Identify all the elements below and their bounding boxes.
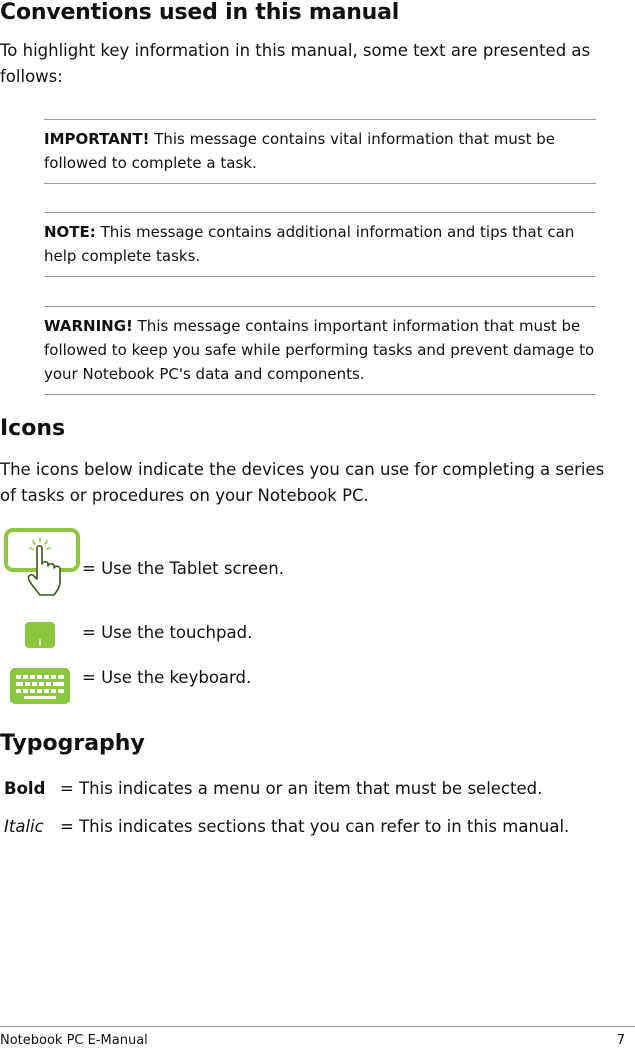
touchpad-icon: [25, 622, 55, 652]
keyboard-icon: [10, 668, 70, 708]
icon-text-touchpad: = Use the touchpad.: [82, 623, 253, 642]
conventions-intro: To highlight key information in this manual, some text are presented as follows:: [0, 41, 591, 86]
icons-intro: The icons below indicate the devices you can use for completing a series of tasks or procedures on your Notebook PC.: [0, 460, 605, 505]
warning-label: WARNING!: [44, 317, 133, 335]
icon-text-tablet: = Use the Tablet screen.: [82, 559, 284, 578]
icon-text-keyboard: = Use the keyboard.: [82, 668, 252, 687]
typography-term-bold: Bold: [4, 779, 46, 798]
icon-row-touchpad: [0, 618, 620, 648]
typography-desc-italic: = This indicates sections that you can refer to in this manual.: [60, 817, 570, 836]
important-note: [44, 119, 596, 184]
note-text: This message contains additional information and tips that can help complete tasks.: [44, 223, 575, 265]
footer-divider: [0, 1026, 635, 1027]
section-title-icons: Icons: [0, 416, 66, 441]
warning-note: [44, 306, 596, 395]
note-label: NOTE:: [44, 223, 96, 241]
icon-row-tablet: [0, 528, 620, 598]
typography-row-italic: [4, 817, 569, 836]
page-number: 7: [616, 1033, 625, 1048]
section-title-conventions: Conventions used in this manual: [0, 0, 400, 25]
typography-term-italic: Italic: [4, 817, 44, 836]
section-title-typography: Typography: [0, 731, 145, 756]
typography-desc-bold: = This indicates a menu or an item that must be selected.: [60, 779, 543, 798]
warning-text: This message contains important information that must be followed to keep you safe while performing tasks and prevent damage to your Notebook PC's data and components.: [44, 317, 595, 383]
tablet-touch-icon: [4, 528, 82, 602]
typography-row-bold: [4, 779, 542, 798]
note-note: [44, 212, 596, 277]
important-text: This message contains vital information that must be followed to complete a task.: [44, 130, 556, 172]
important-label: IMPORTANT!: [44, 130, 150, 148]
icon-row-keyboard: [0, 664, 620, 706]
footer-title: Notebook PC E-Manual: [0, 1033, 148, 1048]
